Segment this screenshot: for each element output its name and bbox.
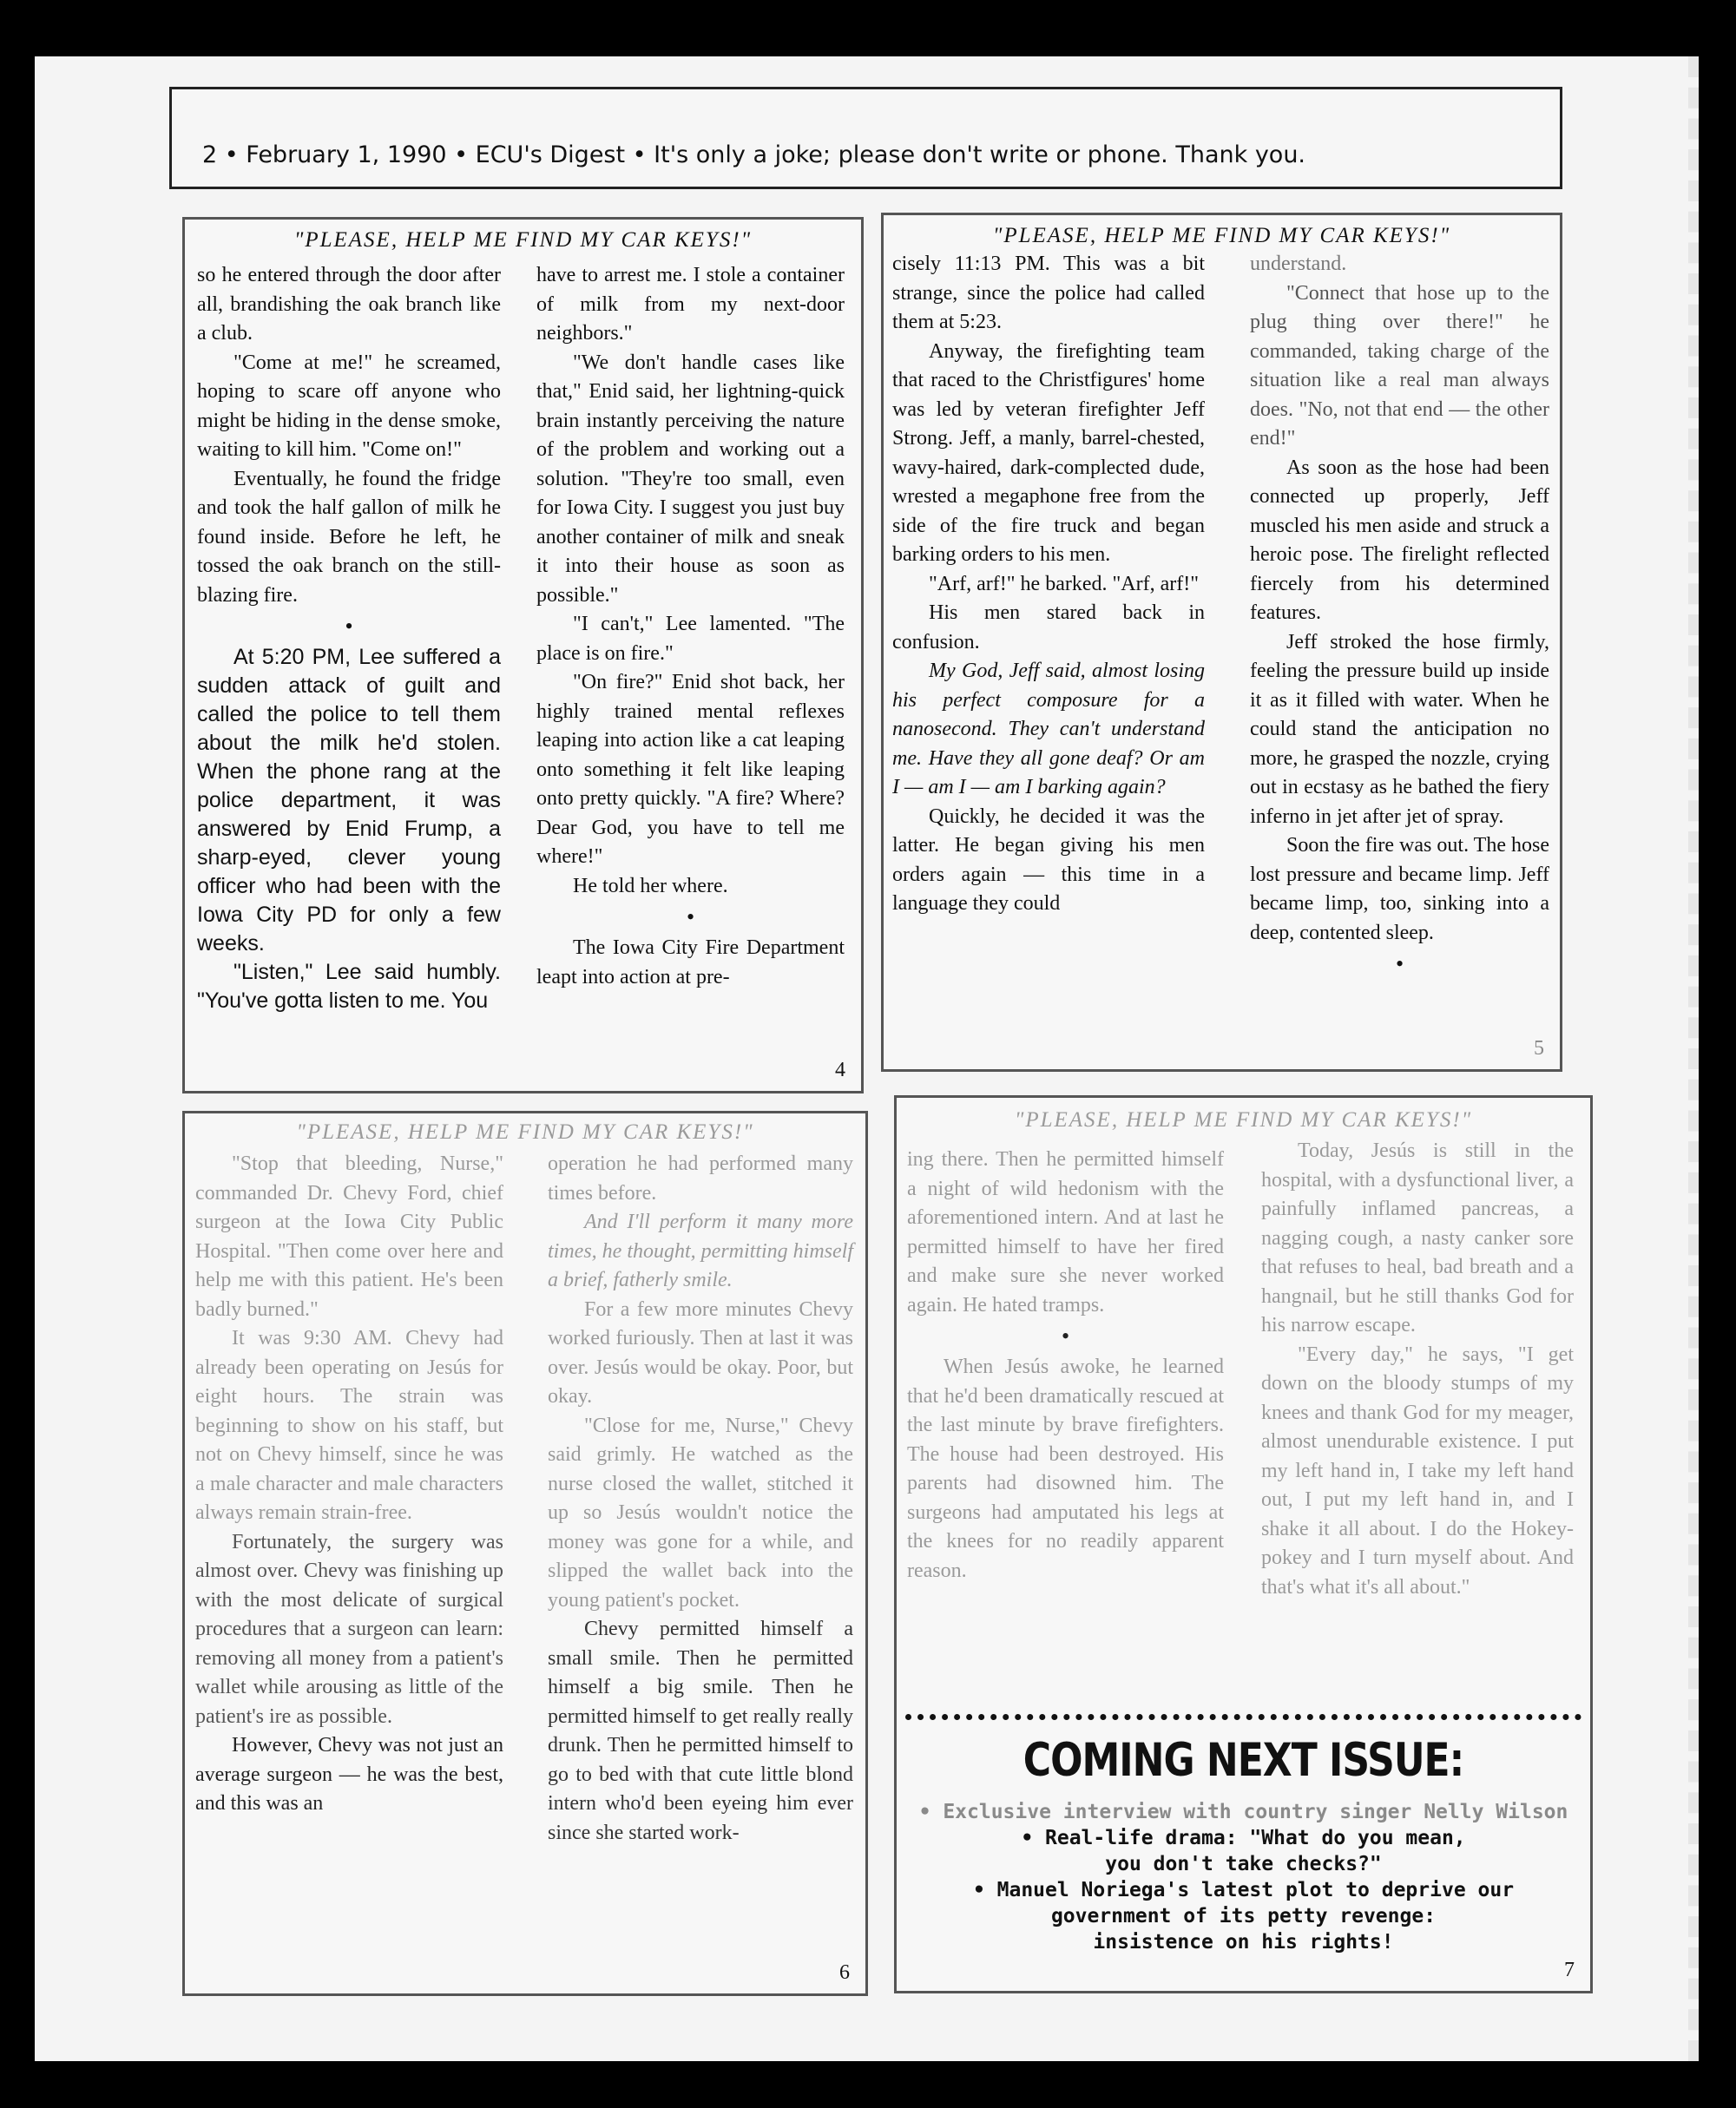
paragraph: He told her where. <box>573 874 728 897</box>
column-left <box>907 1146 1224 1586</box>
paragraph: "Every day," he says, "I get down on the bloody stumps of my knees and thank God for my meager, almost unendurable existence. I put my left hand in, I take my left hand out, I put my left hand in, and I shake it all about. I do the Hokey-pokey and I turn myself about. And that's what it's all about." <box>1261 1343 1574 1599</box>
paragraph: However, Chevy was not just an average surgeon — he was the best, and this was an <box>195 1734 503 1815</box>
panel-kicker: "PLEASE, HELP ME FIND MY CAR KEYS!" <box>1014 1108 1473 1132</box>
paragraph: "Listen," Lee said humbly. "You've gotta listen to me. You <box>197 960 501 1013</box>
paragraph: operation he had performed many times before. <box>548 1153 853 1205</box>
paragraph: Quickly, he decided it was the latter. He began giving his men orders again — this time in a language they could <box>892 804 1205 915</box>
section-bullet: • <box>345 614 353 639</box>
paragraph: have to arrest me. I stole a container of milk from my next-door neighbors." <box>536 264 845 345</box>
story-panel-4 <box>182 217 864 1093</box>
paragraph: "Arf, arf!" he barked. "Arf, arf!" <box>929 572 1200 595</box>
paragraph: Jeff stroked the hose firmly, feeling the pressure build up inside it as it filled with water. When he could stand the anticipation no more, he grasped the nozzle, crying out in ecstasy as he bathed the fiery inferno in jet after jet of spray. <box>1250 630 1549 828</box>
paragraph: When Jesús awoke, he learned that he'd been dramatically rescued at the last minute by brave firefighters. The house had been destroyed. His parents had disowned him. The surgeons had amputated his legs at the knees for no readily apparent reason. <box>907 1356 1224 1582</box>
coming-next-issue-title: COMING NEXT ISSUE: <box>1023 1733 1464 1788</box>
column-right <box>1261 1137 1574 1602</box>
list-item: you don't take checks?" <box>1105 1853 1382 1875</box>
column-right <box>536 261 845 992</box>
story-panel-7 <box>894 1095 1593 1993</box>
header-dateline: 2 • February 1, 1990 • ECU's Digest • It's only a joke; please don't write or phone. Thank you. <box>202 141 1306 168</box>
paragraph: ing there. Then he permitted himself a night of wild hedonism with the aforementioned intern. And at last he permitted himself to have her fired and make sure she never worked again. He hated tramps. <box>907 1148 1224 1317</box>
section-bullet: • <box>1061 1323 1070 1349</box>
paragraph: Chevy permitted himself a small smile. Then he permitted himself a big smile. Then he permitted himself to get really really drunk. Then he permitted himself to go to bed with that cute little blond intern who'd been eyeing him ever since she started work- <box>548 1618 853 1844</box>
paragraph: Soon the fire was out. The hose lost pressure and became limp. Jeff became limp, too, sinking into a deep, contented sleep. <box>1250 834 1549 944</box>
coming-next-issue-list <box>897 1799 1590 1955</box>
paragraph: Today, Jesús is still in the hospital, with a dysfunctional liver, a painfully inflamed pancreas, a nagging cough, a nasty canker sore that refuses to heal, bad breath and a hangnail, but he still thanks God for his narrow escape. <box>1261 1139 1574 1336</box>
list-item: • Manuel Noriega's latest plot to deprive our <box>972 1879 1515 1901</box>
paragraph: My God, Jeff said, almost losing his perfect composure for a nanosecond. They can't understand me. Have they all gone deaf? Or am I — am I — am I barking again? <box>892 660 1205 798</box>
panel-kicker: "PLEASE, HELP ME FIND MY CAR KEYS!" <box>992 224 1451 247</box>
paragraph: As soon as the hose had been connected up properly, Jeff muscled his men aside and struck a heroic pose. The firelight reflected fiercely from his determined features. <box>1250 456 1549 624</box>
list-item: • Exclusive interview with country singer Nelly Wilson <box>918 1801 1568 1823</box>
column-left <box>197 261 501 1015</box>
page-number: 7 <box>1564 1959 1575 1981</box>
paragraph: "Come at me!" he screamed, hoping to scare off anyone who might be hiding in the dense smoke, waiting to kill him. "Come on!" <box>197 351 501 461</box>
story-panel-5 <box>881 213 1562 1072</box>
paragraph: "Connect that hose up to the plug thing over there!" he commanded, taking charge of the situation like a real man always does. "No, not that end — the other end!" <box>1250 281 1549 450</box>
section-bullet: • <box>1395 951 1404 976</box>
list-item: • Real-life drama: "What do you mean, <box>1021 1827 1466 1849</box>
page-number: 5 <box>1534 1037 1544 1060</box>
list-item: insistence on his rights! <box>1093 1931 1394 1954</box>
paragraph: Fortunately, the surgery was almost over. Chevy was finishing up with the most delicate of surgical procedures that a surgeon can learn: removing all money from a patient's wallet while arousing as little of the patient's ire as possible. <box>195 1530 503 1728</box>
page-header <box>169 87 1562 189</box>
paragraph: "I can't," Lee lamented. "The place is on fire." <box>536 613 845 665</box>
paragraph: Anyway, the firefighting team that raced to the Christfigures' home was led by veteran firefighter Jeff Strong. Jeff, a manly, barrel-chested, wavy-haired, dark-complected dude, wrested a megaphone free from the side of the fire truck and began barking orders to his men. <box>892 339 1205 566</box>
paragraph: "On fire?" Enid shot back, her highly trained mental reflexes leaping into action like a cat leaping onto something it felt like leaping onto pretty quickly. "A fire? Where? Dear God, you have to tell me where!" <box>536 671 845 868</box>
paragraph: His men stared back in confusion. <box>892 601 1205 653</box>
paragraph: so he entered through the door after all, brandishing the oak branch like a club. <box>197 264 501 345</box>
story-panel-6 <box>182 1111 868 1996</box>
panel-kicker: "PLEASE, HELP ME FIND MY CAR KEYS!" <box>296 1120 754 1144</box>
page-number: 4 <box>835 1059 845 1081</box>
column-left <box>892 250 1205 919</box>
column-right <box>1250 250 1549 981</box>
paragraph: For a few more minutes Chevy worked furiously. Then at last it was over. Jesús would be okay. Poor, but okay. <box>548 1297 853 1408</box>
dotted-divider <box>905 1714 1581 1720</box>
paragraph: "Close for me, Nurse," Chevy said grimly. He watched as the nurse closed the wallet, stitched it up so Jesús wouldn't notice the money was gone for a while, and slipped the wallet back into the young patient's pocket. <box>548 1414 853 1612</box>
panel-kicker: "PLEASE, HELP ME FIND MY CAR KEYS!" <box>293 228 753 252</box>
paragraph: understand. <box>1250 253 1347 275</box>
paragraph: "Stop that bleeding, Nurse," commanded Dr. Chevy Ford, chief surgeon at the Iowa City Public Hospital. "Then come over here and help me with this patient. He's been badly burned." <box>195 1153 503 1321</box>
paragraph: At 5:20 PM, Lee suffered a sudden attack of guilt and called the police to tell them about the milk he'd stolen. When the phone rang at the police department, it was answered by Enid Frump, a sharp-eyed, clever young officer who had been with the Iowa City PD for only a few weeks. <box>197 645 501 955</box>
page-number: 6 <box>839 1961 850 1984</box>
paragraph: And I'll perform it many more times, he thought, permitting himself a brief, fatherly smile. <box>548 1211 853 1291</box>
column-right <box>548 1150 853 1848</box>
paragraph: It was 9:30 AM. Chevy had already been operating on Jesús for eight hours. The strain was beginning to show on his staff, but not on Chevy himself, since he was a male character and male characters always remain strain-free. <box>195 1327 503 1524</box>
paragraph: Eventually, he found the fridge and took the half gallon of milk he found inside. Before he left, he tossed the oak branch on the still-blazing fire. <box>197 467 501 607</box>
paragraph: The Iowa City Fire Department leapt into action at pre- <box>536 936 845 988</box>
list-item: government of its petty revenge: <box>1050 1905 1437 1927</box>
paragraph: cisely 11:13 PM. This was a bit strange, since the police had called them at 5:23. <box>892 253 1205 333</box>
section-bullet: • <box>686 904 695 929</box>
paragraph: "We don't handle cases like that," Enid said, her lightning-quick brain instantly perceiving the nature of the problem and working out a solution. "They're too small, even for Iowa City. I suggest you just buy another container of milk and sneak it into their house as soon as possible." <box>536 351 845 607</box>
column-left <box>195 1150 503 1819</box>
